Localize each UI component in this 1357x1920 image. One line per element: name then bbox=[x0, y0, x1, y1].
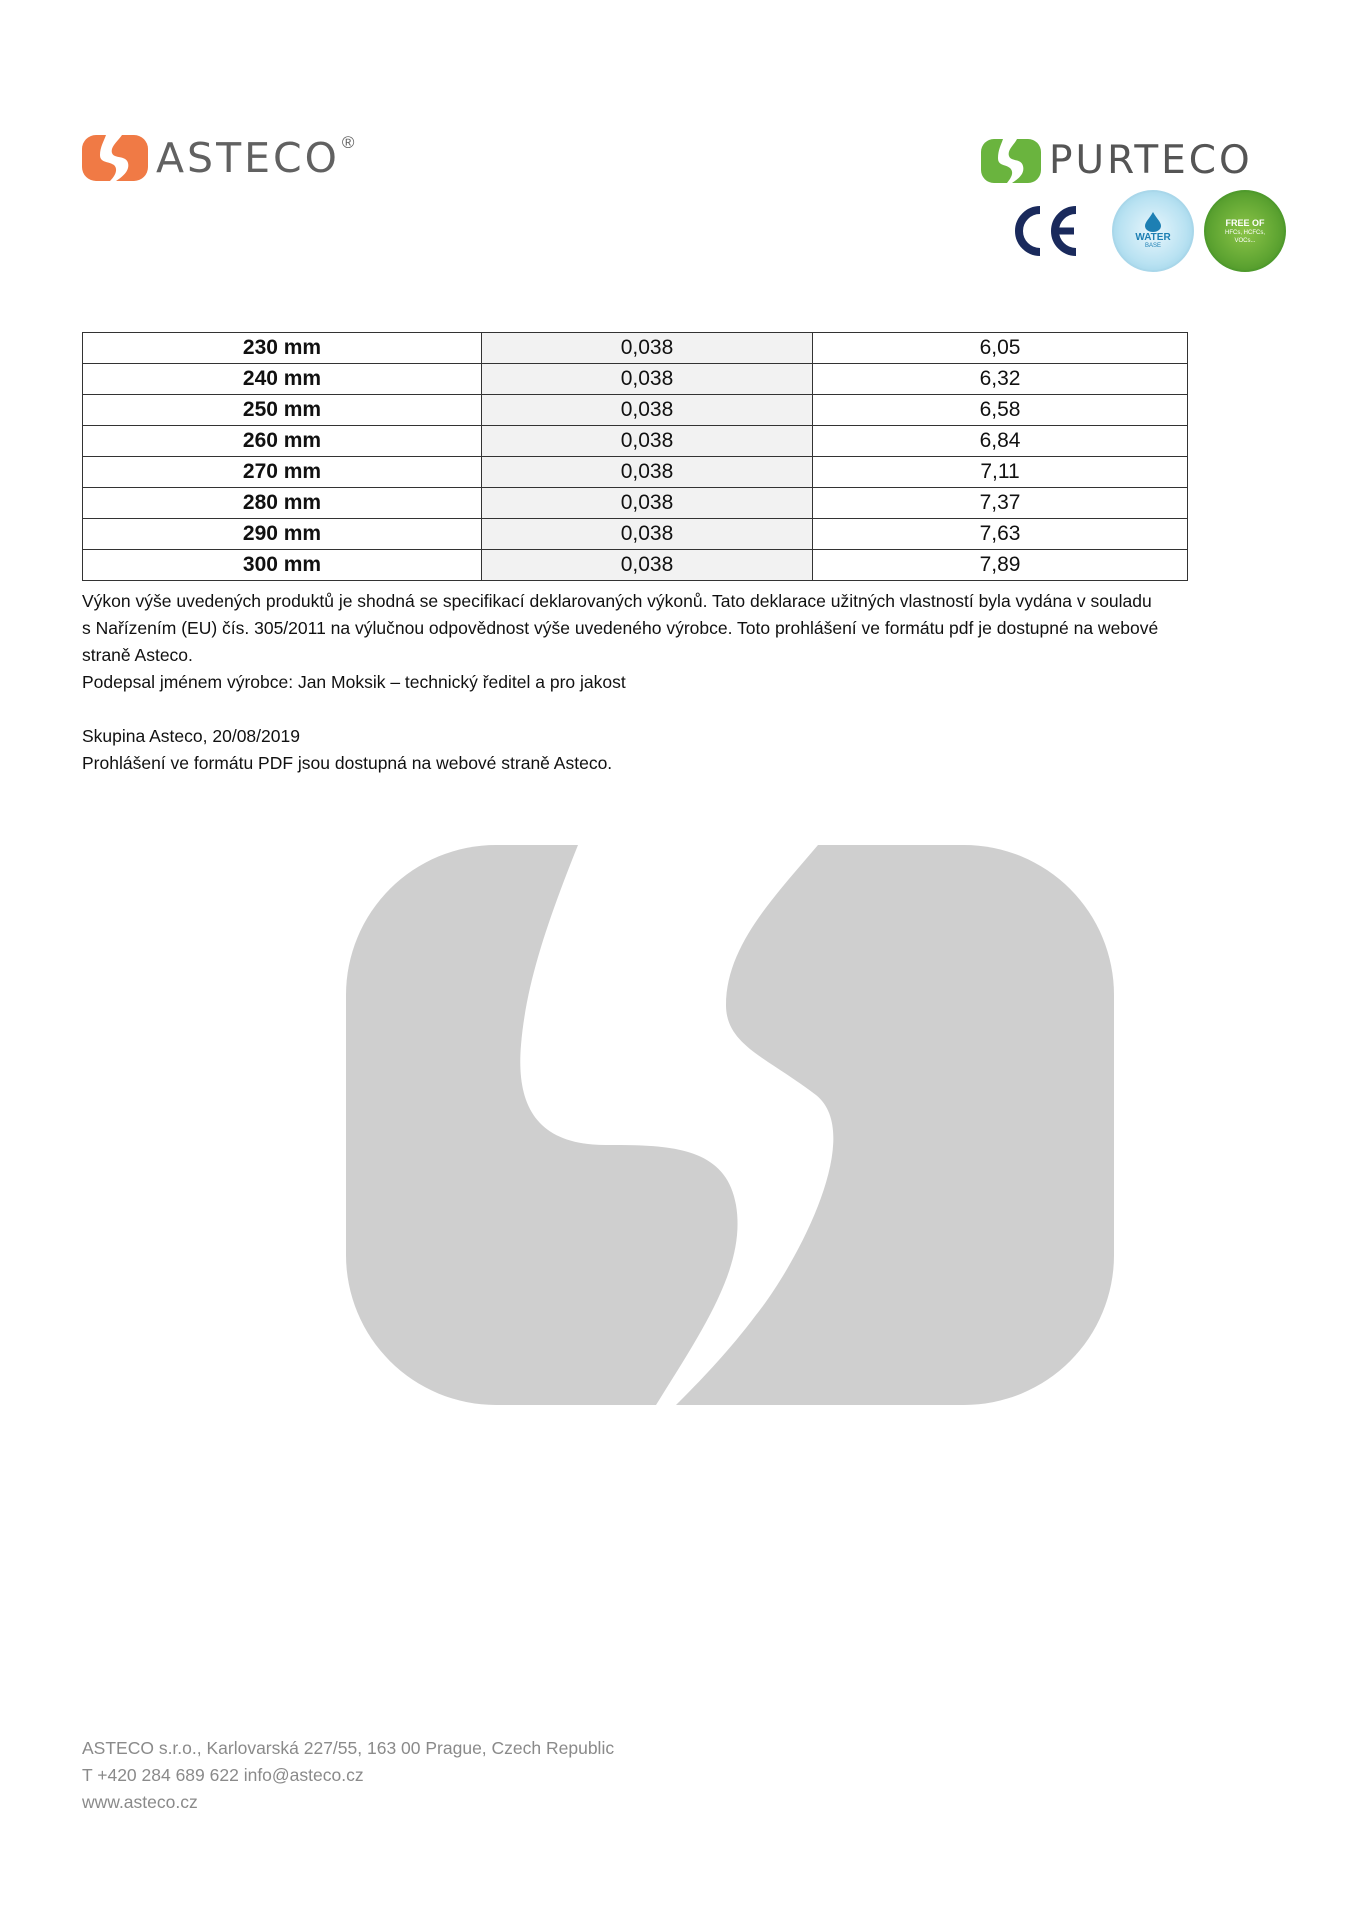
thickness-cell: 230 mm bbox=[83, 333, 482, 364]
table-row bbox=[83, 457, 1188, 488]
resistance-cell: 6,32 bbox=[813, 364, 1188, 395]
footer-website: www.asteco.cz bbox=[82, 1792, 198, 1812]
declaration-line: straně Asteco. bbox=[82, 645, 193, 665]
registered-mark: ® bbox=[341, 133, 355, 152]
water-badge-line2: BASE bbox=[1144, 243, 1161, 249]
purteco-logo bbox=[981, 138, 1253, 183]
resistance-cell: 7,37 bbox=[813, 488, 1188, 519]
table-row bbox=[83, 395, 1188, 426]
ce-mark-icon bbox=[1010, 204, 1082, 258]
resistance-cell: 6,84 bbox=[813, 426, 1188, 457]
purteco-logo-mark-icon bbox=[981, 139, 1041, 183]
place-date-line: Skupina Asteco, 20/08/2019 bbox=[82, 726, 300, 746]
footer bbox=[82, 1735, 614, 1816]
thickness-cell: 250 mm bbox=[83, 395, 482, 426]
lambda-cell: 0,038 bbox=[482, 395, 813, 426]
lambda-cell: 0,038 bbox=[482, 457, 813, 488]
asteco-logo-mark-icon bbox=[82, 135, 148, 181]
thickness-cell: 260 mm bbox=[83, 426, 482, 457]
thickness-cell: 290 mm bbox=[83, 519, 482, 550]
declaration-line: Výkon výše uvedených produktů je shodná se specifikací deklarovaných výkonů. Tato deklarace užitných vlastností byla vydána v souladu bbox=[82, 591, 1152, 611]
declaration-text bbox=[82, 588, 1282, 777]
resistance-cell: 7,89 bbox=[813, 550, 1188, 581]
lambda-cell: 0,038 bbox=[482, 519, 813, 550]
table-row bbox=[83, 333, 1188, 364]
resistance-cell: 6,58 bbox=[813, 395, 1188, 426]
thickness-cell: 270 mm bbox=[83, 457, 482, 488]
availability-line: Prohlášení ve formátu PDF jsou dostupná na webové straně Asteco. bbox=[82, 753, 613, 773]
lambda-cell: 0,038 bbox=[482, 364, 813, 395]
water-drop-icon bbox=[1145, 212, 1161, 232]
resistance-cell: 7,63 bbox=[813, 519, 1188, 550]
resistance-cell: 7,11 bbox=[813, 457, 1188, 488]
footer-address: ASTECO s.r.o., Karlovarská 227/55, 163 00 Prague, Czech Republic bbox=[82, 1738, 615, 1758]
signature-line: Podepsal jménem výrobce: Jan Moksik – technický ředitel a pro jakost bbox=[82, 672, 626, 692]
free-badge-line1: FREE OF bbox=[1225, 217, 1265, 228]
certification-badges bbox=[1010, 190, 1286, 272]
asteco-logo bbox=[82, 134, 354, 182]
purteco-wordmark: PURTECO bbox=[1049, 138, 1253, 183]
table-row bbox=[83, 488, 1188, 519]
free-of-badge bbox=[1204, 190, 1286, 272]
water-badge-line1: WATER bbox=[1135, 232, 1171, 243]
asteco-watermark-icon bbox=[346, 845, 1114, 1405]
table-row bbox=[83, 550, 1188, 581]
lambda-cell: 0,038 bbox=[482, 488, 813, 519]
lambda-cell: 0,038 bbox=[482, 333, 813, 364]
specification-table bbox=[82, 332, 1188, 581]
lambda-cell: 0,038 bbox=[482, 550, 813, 581]
thickness-cell: 280 mm bbox=[83, 488, 482, 519]
free-badge-line2: HFCs, HCFCs, bbox=[1225, 229, 1265, 236]
free-badge-line3: VOCs... bbox=[1234, 237, 1256, 244]
asteco-wordmark: ASTECO bbox=[156, 134, 340, 182]
water-base-badge bbox=[1112, 190, 1194, 272]
resistance-cell: 6,05 bbox=[813, 333, 1188, 364]
table-row bbox=[83, 364, 1188, 395]
footer-contact: T +420 284 689 622 info@asteco.cz bbox=[82, 1765, 364, 1785]
table-row bbox=[83, 426, 1188, 457]
thickness-cell: 300 mm bbox=[83, 550, 482, 581]
table-row bbox=[83, 519, 1188, 550]
thickness-cell: 240 mm bbox=[83, 364, 482, 395]
declaration-line: s Nařízením (EU) čís. 305/2011 na výlučnou odpovědnost výše uvedeného výrobce. Toto prohlášení ve formátu pdf je dostupné na webové bbox=[82, 618, 1159, 638]
lambda-cell: 0,038 bbox=[482, 426, 813, 457]
